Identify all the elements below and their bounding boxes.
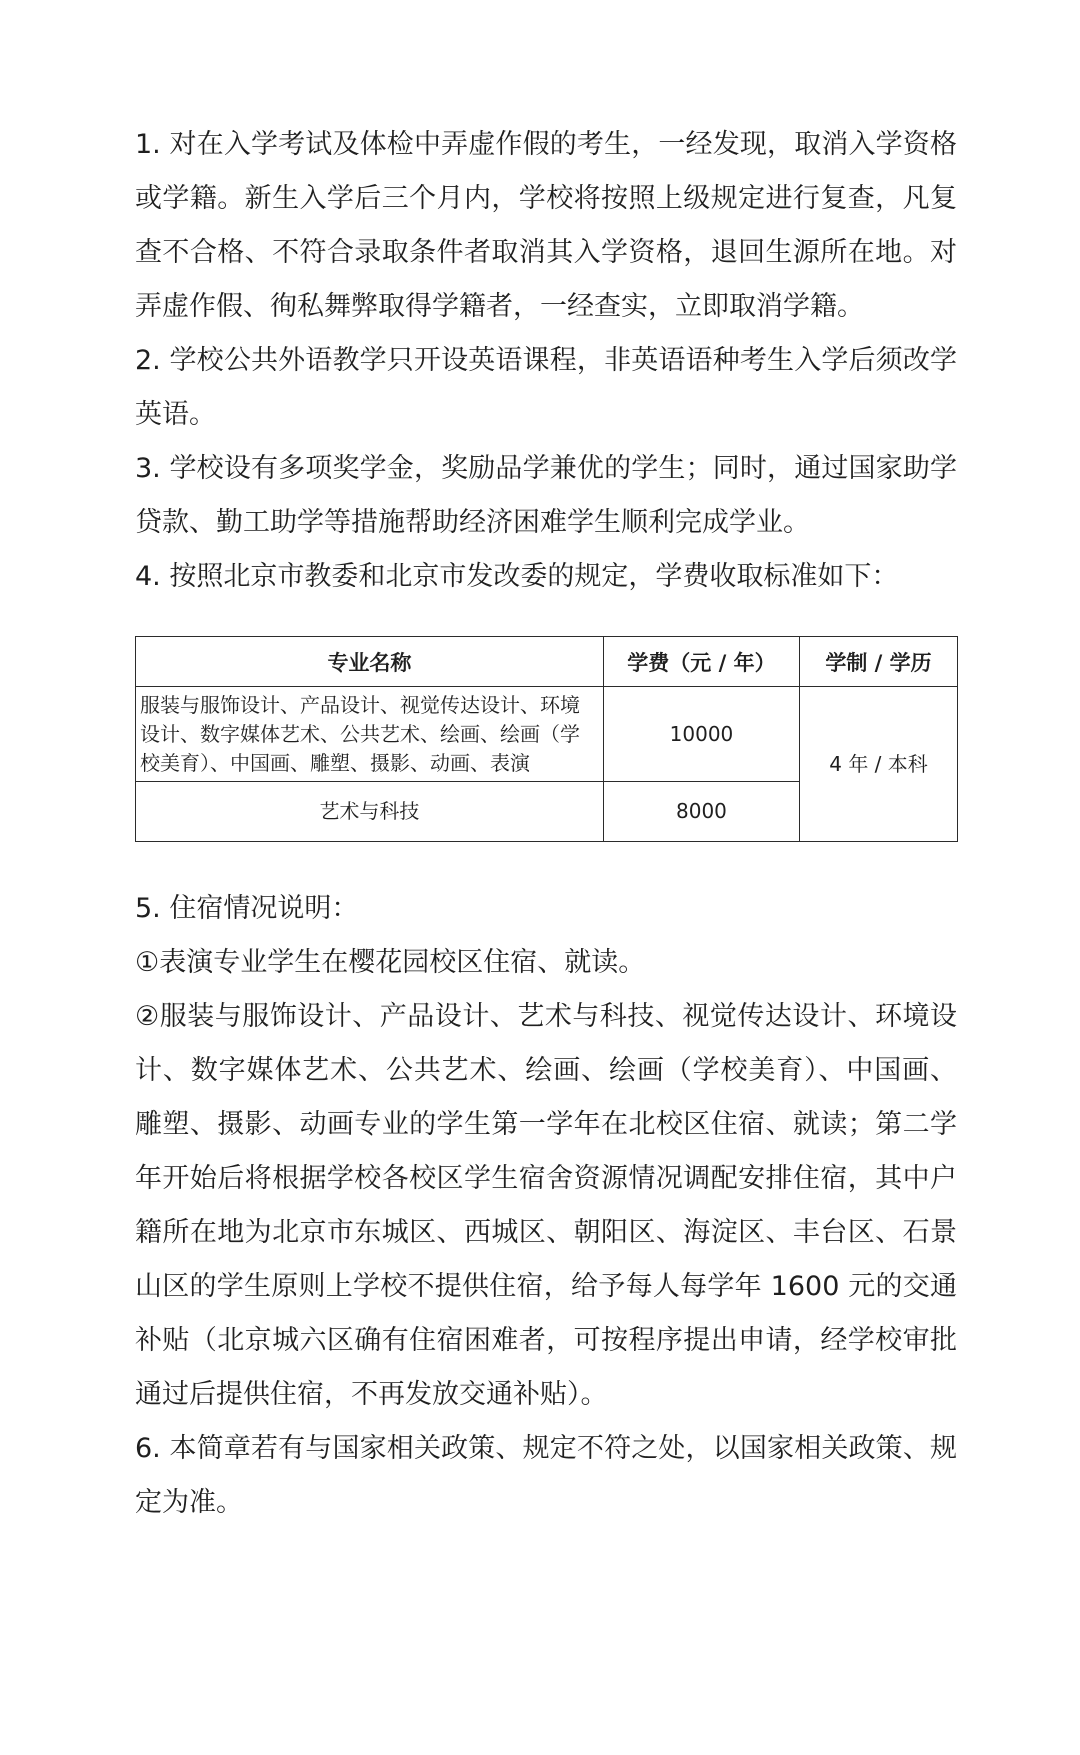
tuition-fee-table <box>135 636 958 842</box>
document-page <box>135 118 957 1530</box>
table-header-row <box>136 637 958 687</box>
paragraph-item-5-2: ②服装与服饰设计、产品设计、艺术与科技、视觉传达设计、环境设计、数字媒体艺术、公共艺术、绘画、绘画（学校美育）、中国画、雕塑、摄影、动画专业的学生第一学年在北校区住宿、就读；第二学年开始后将根据学校各校区学生宿舍资源情况调配安排住宿，其中户籍所在地为北京市东城区、西城区、朝阳区、海淀区、丰台区、石景山区的学生原则上学校不提供住宿，给予每人每学年 1600 元的交通补贴（北京城六区确有住宿困难者，可按程序提出申请，经学校审批通过后提供住宿，不再发放交通补贴）。 <box>135 1001 957 1410</box>
paragraph-item-5-1: ①表演专业学生在樱花园校区住宿、就读。 <box>135 947 646 978</box>
paragraph-item-4: 4. 按照北京市教委和北京市发改委的规定，学费收取标准如下： <box>135 561 899 592</box>
paragraph-item-1: 1. 对在入学考试及体检中弄虚作假的考生，一经发现，取消入学资格或学籍。新生入学后三个月内，学校将按照上级规定进行复查，凡复查不合格、不符合录取条件者取消其入学资格，退回生源所在地。对弄虚作假、徇私舞弊取得学籍者，一经查实，立即取消学籍。 <box>135 129 957 322</box>
header-fee: 学费（元 / 年） <box>603 637 799 687</box>
header-duration: 学制 / 学历 <box>800 637 958 687</box>
fee-cell: 8000 <box>603 782 799 842</box>
paragraph-item-6: 6. 本简章若有与国家相关政策、规定不符之处，以国家相关政策、规定为准。 <box>135 1433 957 1518</box>
header-major: 专业名称 <box>136 637 604 687</box>
table-row <box>136 687 958 782</box>
paragraph-item-2: 2. 学校公共外语教学只开设英语课程，非英语语种考生入学后须改学英语。 <box>135 345 957 430</box>
major-cell: 服装与服饰设计、产品设计、视觉传达设计、环境设计、数字媒体艺术、公共艺术、绘画、绘画（学校美育）、中国画、雕塑、摄影、动画、表演 <box>136 687 604 782</box>
fee-cell: 10000 <box>603 687 799 782</box>
paragraph-item-5: 5. 住宿情况说明： <box>135 893 359 924</box>
paragraph-item-3: 3. 学校设有多项奖学金，奖励品学兼优的学生；同时，通过国家助学贷款、勤工助学等措施帮助经济困难学生顺利完成学业。 <box>135 453 957 538</box>
major-cell: 艺术与科技 <box>136 782 604 842</box>
duration-cell: 4 年 / 本科 <box>800 687 958 842</box>
